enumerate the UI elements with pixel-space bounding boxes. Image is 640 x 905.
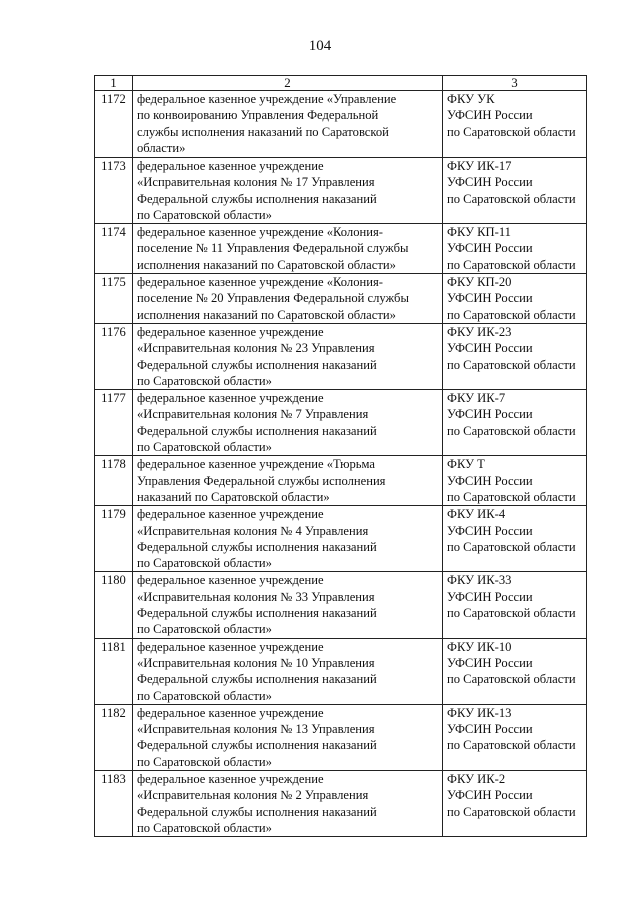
full-name-line: Федеральной службы исполнения наказаний (137, 191, 377, 206)
full-name-line: федеральное казенное учреждение «Тюрьма (137, 457, 376, 472)
full-name-line: федеральное казенное учреждение «Управление (137, 92, 397, 106)
institution-full-name (133, 770, 443, 836)
short-name-line: ФКУ ИК-10 (447, 639, 512, 654)
table-row (95, 323, 587, 389)
full-name-line: «Исправительная колония № 7 Управления (137, 407, 369, 422)
institution-full-name (133, 323, 443, 389)
full-name-line: по конвоированию Управления Федеральной (137, 108, 379, 123)
row-number: 1174 (95, 224, 133, 274)
short-name-line: по Саратовской области (447, 257, 576, 272)
short-name-line: УФСИН России (447, 175, 533, 190)
table-row (95, 224, 587, 274)
full-name-line: области» (137, 140, 186, 155)
full-name-line: по Саратовской области» (137, 622, 272, 637)
full-name-line: «Исправительная колония № 2 Управления (137, 788, 369, 803)
table-row (95, 274, 587, 324)
column-header-number: 1 (95, 76, 133, 91)
full-name-line: по Саратовской области» (137, 820, 272, 835)
full-name-line: Управления Федеральной службы исполнения (137, 473, 386, 488)
short-name-line: по Саратовской области (447, 489, 576, 504)
short-name-line: по Саратовской области (447, 357, 576, 372)
short-name-line: УФСИН России (447, 788, 533, 803)
full-name-line: федеральное казенное учреждение «Колония- (137, 275, 383, 290)
short-name-line: ФКУ УК (447, 92, 495, 106)
institution-short-name (443, 506, 587, 572)
table-row (95, 506, 587, 572)
institution-short-name (443, 456, 587, 506)
full-name-line: исполнения наказаний по Саратовской области» (137, 257, 396, 272)
institution-short-name (443, 390, 587, 456)
institution-short-name (443, 158, 587, 224)
full-name-line: по Саратовской области» (137, 207, 272, 222)
institution-full-name (133, 572, 443, 638)
short-name-line: ФКУ ИК-33 (447, 573, 512, 588)
short-name-line: по Саратовской области (447, 804, 576, 819)
table-row (95, 572, 587, 638)
full-name-line: федеральное казенное учреждение (137, 159, 324, 173)
short-name-line: по Саратовской области (447, 738, 576, 753)
short-name-line: УФСИН России (447, 473, 533, 488)
table-row (95, 390, 587, 456)
institution-full-name (133, 224, 443, 274)
short-name-line: по Саратовской области (447, 307, 576, 322)
table-header-row (95, 76, 587, 91)
table-row (95, 158, 587, 224)
table-row (95, 770, 587, 836)
full-name-line: по Саратовской области» (137, 754, 272, 769)
row-number: 1178 (95, 456, 133, 506)
full-name-line: «Исправительная колония № 4 Управления (137, 523, 369, 538)
full-name-line: федеральное казенное учреждение (137, 705, 324, 720)
full-name-line: Федеральной службы исполнения наказаний (137, 804, 377, 819)
short-name-line: УФСИН России (447, 655, 533, 670)
full-name-line: «Исправительная колония № 17 Управления (137, 175, 375, 190)
institution-short-name (443, 704, 587, 770)
full-name-line: по Саратовской области» (137, 688, 272, 703)
row-number: 1180 (95, 572, 133, 638)
short-name-line: по Саратовской области (447, 539, 576, 554)
short-name-line: ФКУ КП-20 (447, 275, 512, 290)
full-name-line: Федеральной службы исполнения наказаний (137, 539, 377, 554)
short-name-line: по Саратовской области (447, 423, 576, 438)
row-number: 1173 (95, 158, 133, 224)
institution-short-name (443, 274, 587, 324)
short-name-line: по Саратовской области (447, 191, 576, 206)
full-name-line: федеральное казенное учреждение (137, 573, 324, 588)
full-name-line: по Саратовской области» (137, 440, 272, 455)
row-number: 1177 (95, 390, 133, 456)
short-name-line: УФСИН России (447, 407, 533, 422)
short-name-line: ФКУ ИК-4 (447, 507, 506, 522)
full-name-line: федеральное казенное учреждение (137, 507, 324, 522)
short-name-line: УФСИН России (447, 341, 533, 356)
row-number: 1172 (95, 91, 133, 158)
short-name-line: ФКУ ИК-17 (447, 159, 512, 173)
full-name-line: федеральное казенное учреждение (137, 324, 324, 339)
full-name-line: федеральное казенное учреждение (137, 639, 324, 654)
full-name-line: по Саратовской области» (137, 556, 272, 571)
institution-short-name (443, 638, 587, 704)
table-body (95, 91, 587, 837)
short-name-line: ФКУ КП-11 (447, 225, 511, 240)
table-row (95, 91, 587, 158)
full-name-line: по Саратовской области» (137, 373, 272, 388)
institution-full-name (133, 158, 443, 224)
full-name-line: поселение № 11 Управления Федеральной службы (137, 241, 409, 256)
full-name-line: «Исправительная колония № 33 Управления (137, 589, 375, 604)
full-name-line: «Исправительная колония № 13 Управления (137, 722, 375, 737)
short-name-line: по Саратовской области (447, 124, 576, 139)
short-name-line: ФКУ ИК-2 (447, 771, 506, 786)
column-header-abbreviation: 3 (443, 76, 587, 91)
table-row (95, 456, 587, 506)
institution-short-name (443, 323, 587, 389)
institution-short-name (443, 224, 587, 274)
row-number: 1175 (95, 274, 133, 324)
full-name-line: наказаний по Саратовской области» (137, 489, 330, 504)
institution-full-name (133, 506, 443, 572)
institution-short-name (443, 770, 587, 836)
table-row (95, 638, 587, 704)
page-number: 104 (308, 38, 332, 54)
institution-full-name (133, 390, 443, 456)
table-row (95, 704, 587, 770)
row-number: 1176 (95, 323, 133, 389)
institution-short-name (443, 91, 587, 158)
institution-full-name (133, 704, 443, 770)
institution-full-name (133, 91, 443, 158)
row-number: 1181 (95, 638, 133, 704)
full-name-line: Федеральной службы исполнения наказаний (137, 672, 377, 687)
full-name-line: федеральное казенное учреждение «Колония- (137, 225, 383, 240)
short-name-line: УФСИН России (447, 523, 533, 538)
short-name-line: УФСИН России (447, 722, 533, 737)
row-number: 1183 (95, 770, 133, 836)
short-name-line: УФСИН России (447, 589, 533, 604)
row-number: 1182 (95, 704, 133, 770)
full-name-line: службы исполнения наказаний по Саратовской (137, 124, 389, 139)
short-name-line: ФКУ ИК-7 (447, 391, 506, 406)
row-number: 1179 (95, 506, 133, 572)
full-name-line: федеральное казенное учреждение (137, 771, 324, 786)
short-name-line: УФСИН России (447, 108, 533, 123)
full-name-line: Федеральной службы исполнения наказаний (137, 357, 377, 372)
institution-full-name (133, 274, 443, 324)
short-name-line: УФСИН России (447, 291, 533, 306)
short-name-line: УФСИН России (447, 241, 533, 256)
full-name-line: «Исправительная колония № 23 Управления (137, 341, 375, 356)
institution-full-name (133, 638, 443, 704)
full-name-line: федеральное казенное учреждение (137, 391, 324, 406)
institutions-table (94, 75, 587, 837)
short-name-line: ФКУ ИК-23 (447, 324, 512, 339)
full-name-line: Федеральной службы исполнения наказаний (137, 606, 377, 621)
column-header-name: 2 (133, 76, 443, 91)
full-name-line: «Исправительная колония № 10 Управления (137, 655, 375, 670)
short-name-line: по Саратовской области (447, 672, 576, 687)
short-name-line: ФКУ Т (447, 457, 485, 472)
full-name-line: Федеральной службы исполнения наказаний (137, 423, 377, 438)
institution-full-name (133, 456, 443, 506)
full-name-line: поселение № 20 Управления Федеральной службы (137, 291, 409, 306)
full-name-line: исполнения наказаний по Саратовской области» (137, 307, 396, 322)
short-name-line: по Саратовской области (447, 606, 576, 621)
short-name-line: ФКУ ИК-13 (447, 705, 512, 720)
full-name-line: Федеральной службы исполнения наказаний (137, 738, 377, 753)
institution-short-name (443, 572, 587, 638)
